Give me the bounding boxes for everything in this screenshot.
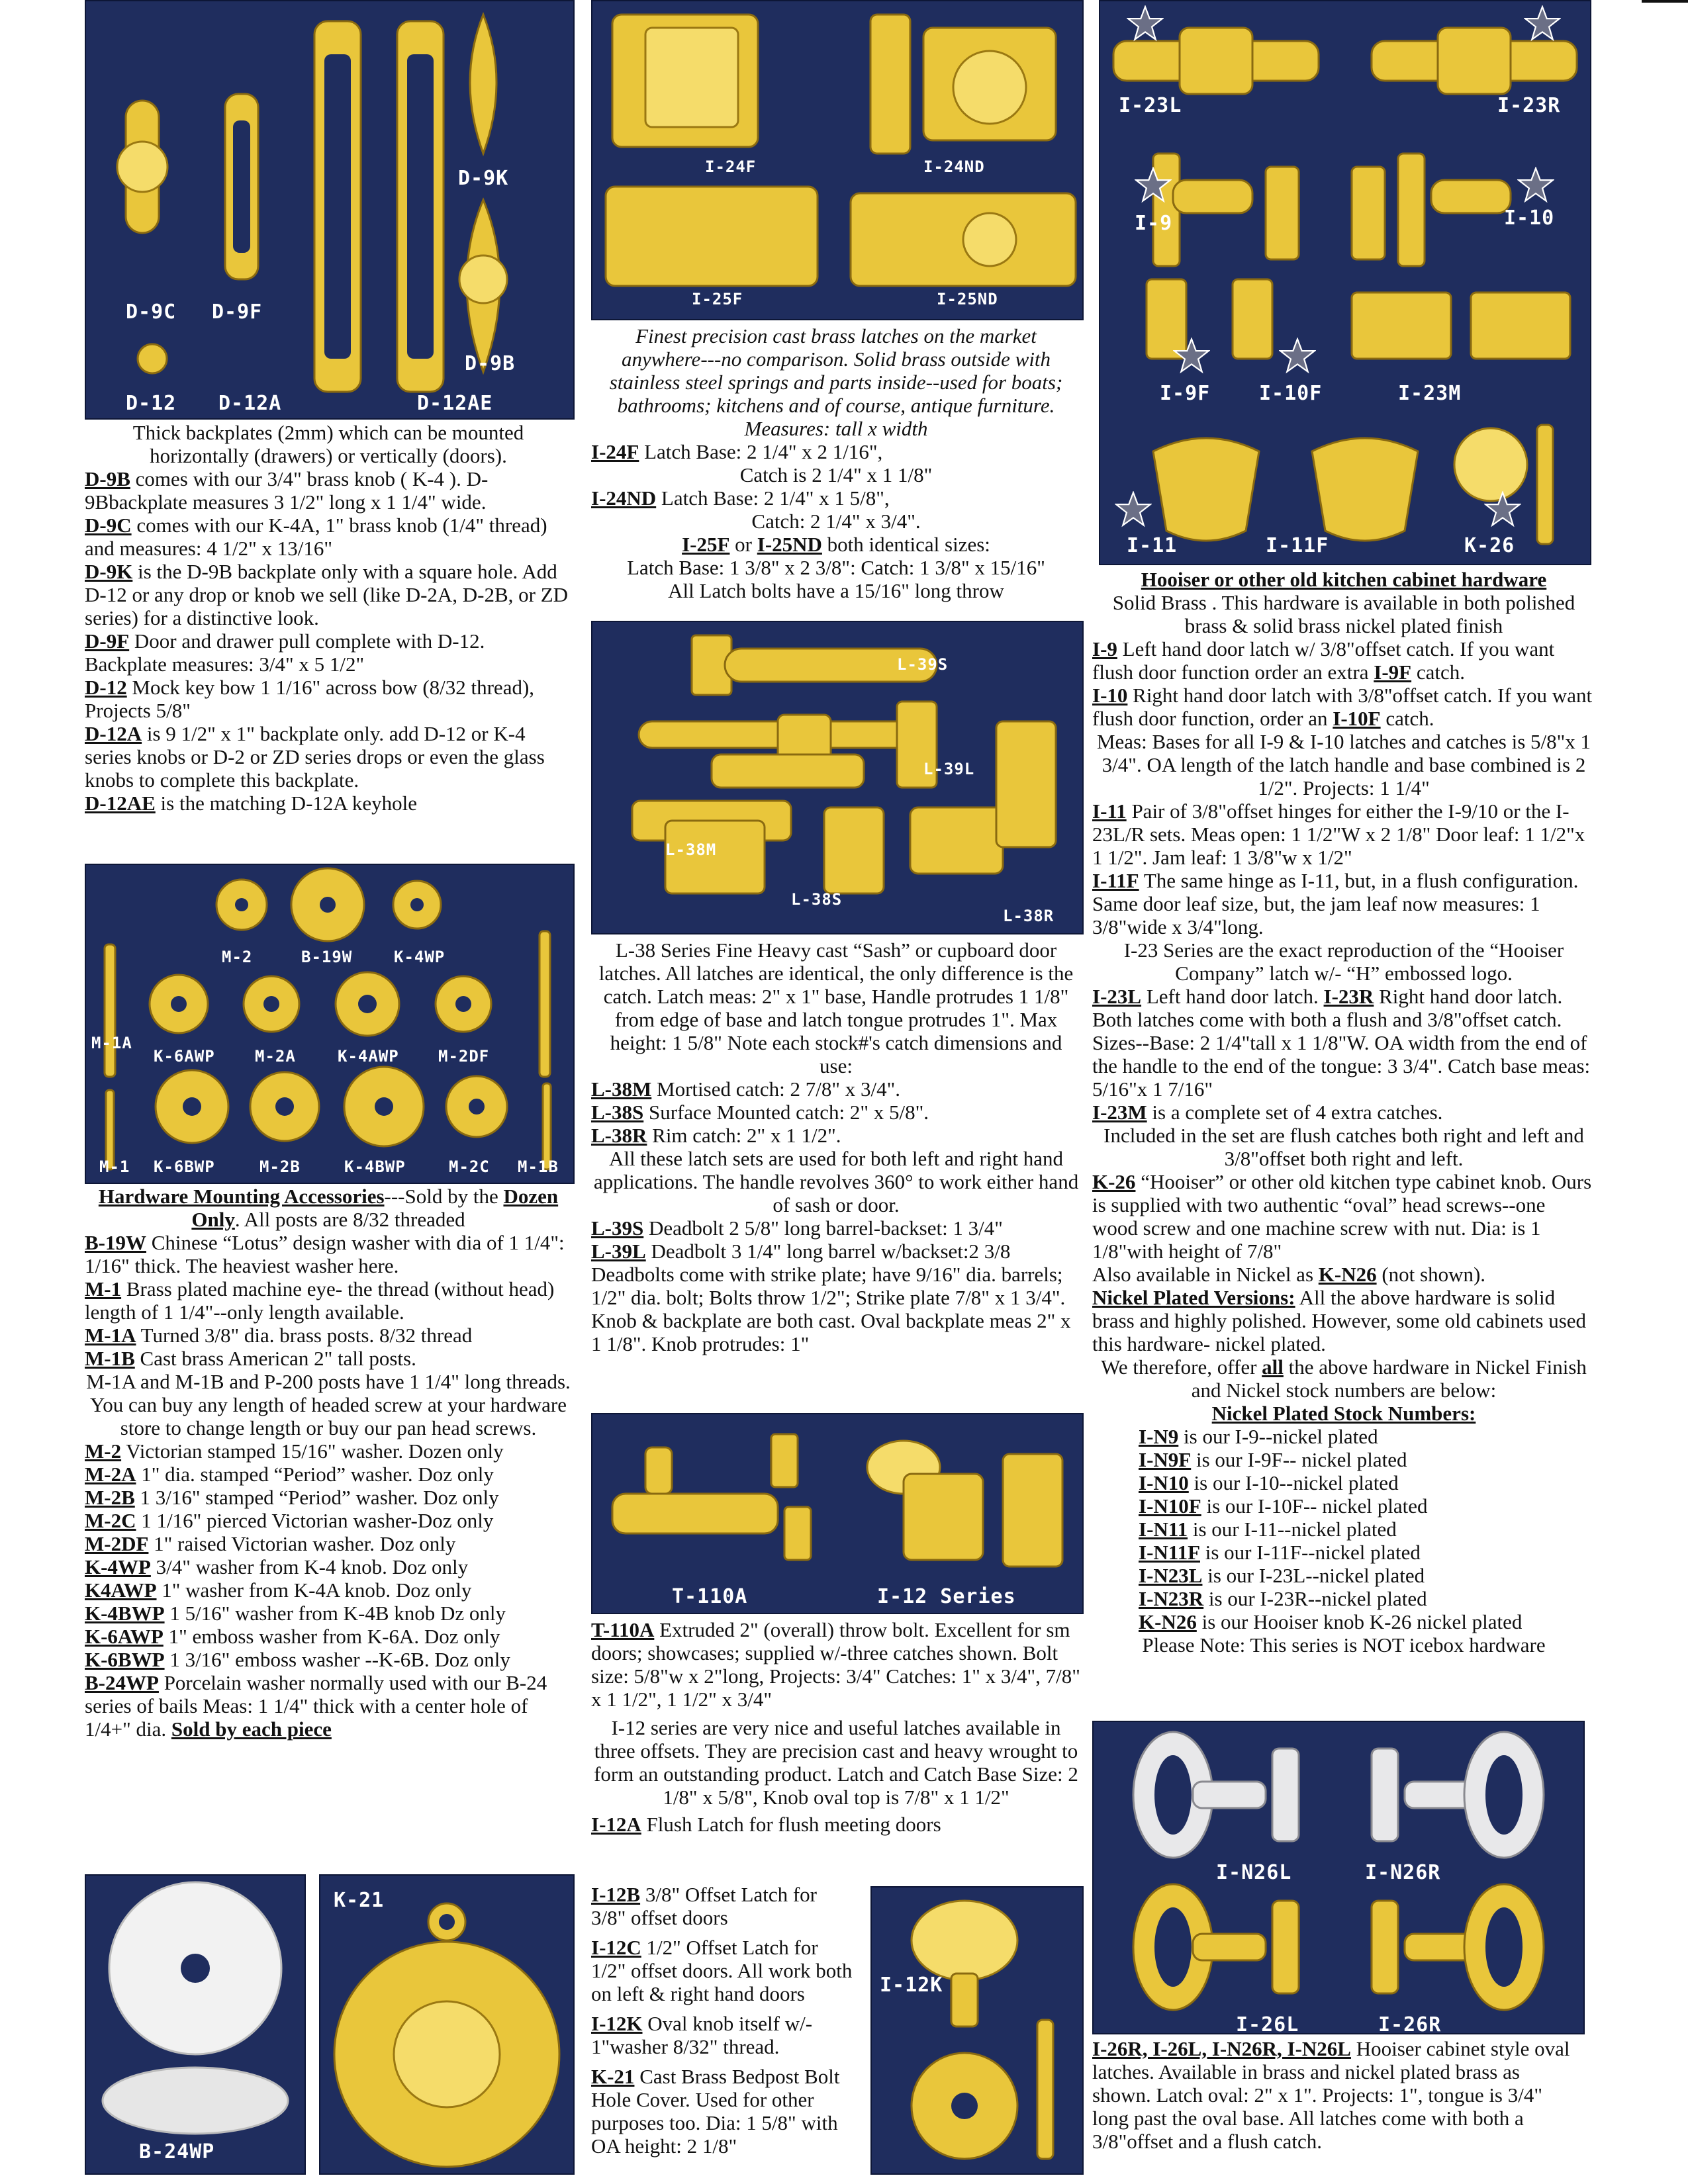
- desc-i12c: 1/2" Offset Latch for 1/2" offset doors. All work both on left & right hand doors: [591, 1936, 853, 2005]
- desc-i24f-catch: Catch is 2 1/4" x 1 1/8": [739, 463, 933, 486]
- please-note: Please Note: This series is NOT icebox hardware: [1142, 1633, 1546, 1657]
- label-m2c: M-2C: [449, 1158, 490, 1176]
- label-d9k: D-9K: [458, 167, 509, 190]
- desc-i12b: 3/8" Offset Latch for 3/8" offset doors: [591, 1883, 817, 1929]
- list-item: [1139, 1471, 1595, 1494]
- desc-i23m-set: Included in the set are flush catches both right and left and 3/8"offset both right and left.: [1103, 1124, 1584, 1170]
- desc-l39l: Deadbolt 3 1/4" long barrel w/backset:2 3/8: [645, 1240, 1011, 1263]
- desc-l38m: Mortised catch: 2 7/8" x 3/4".: [651, 1077, 900, 1101]
- desc-l39s: Deadbolt 2 5/8" long barrel-backset: 1 3/4": [643, 1216, 1003, 1240]
- code-m2a: M-2A: [85, 1463, 136, 1486]
- mounting-text1: ---Sold by the: [384, 1185, 504, 1208]
- desc-i12k: Oval knob itself w/- 1"washer 8/32" thread.: [591, 2012, 813, 2058]
- throw-bolt-image: [592, 1414, 1082, 1613]
- desc-i24nd-catch: Catch: 2 1/4" x 3/4".: [751, 510, 921, 533]
- code-i12a: I-12A: [591, 1813, 641, 1836]
- desc-m2b: 1 3/16" stamped “Period” washer. Doz only: [134, 1486, 499, 1509]
- col1-mounting-text: [85, 1185, 572, 1741]
- code-b19w: B-19W: [85, 1231, 146, 1254]
- code-i23l: I-23L: [1092, 985, 1142, 1008]
- posts-note: M-1A and M-1B and P-200 posts have 1 1/4" long threads. You can buy any length of headed screw at your hardware store to change length or buy our pan head screws.: [86, 1370, 571, 1439]
- label-m1b: M-1B: [518, 1158, 559, 1176]
- desc-d9f: Door and drawer pull complete with D-12. Backplate measures: 3/4" x 5 1/2": [85, 629, 485, 676]
- panel-d9-backplates: [85, 0, 575, 420]
- desc-i23r: Right hand door latch. Both latches come with both a flush and 3/8"offset catch. Sizes--Base: 2 1/4"tall x 1 1/8"W. OA width from the end of the handle to the end of the tongue: 3 3/4". Catch base meas: 5/16"x 1 7/16": [1092, 985, 1591, 1101]
- col1-backplate-text: [85, 421, 572, 815]
- code-k26: K-26: [1092, 1170, 1136, 1193]
- code-in23l: I-N23L: [1139, 1564, 1203, 1587]
- desc-i11: Pair of 3/8"offset hinges for either the I-9/10 or the I-23L/R sets. Meas open: 1 1/2"W x 2 1/8" Door leaf: 1 1/2"x 1 1/2". Jam leaf: 1 3/8"w x 1/2": [1092, 799, 1585, 869]
- desc-d9c: comes with our K-4A, 1" brass knob (1/4" thread) and measures: 4 1/2" x 13/16": [85, 514, 547, 560]
- list-item: [1139, 1541, 1595, 1564]
- desc-i24f: Latch Base: 2 1/4" x 2 1/16",: [639, 440, 883, 463]
- label-d12a: D-12A: [218, 392, 282, 415]
- hoosier-title: Hooiser or other old kitchen cabinet hardware: [1141, 568, 1547, 591]
- list-item: [1139, 1518, 1595, 1541]
- code-k4awp: K4AWP: [85, 1578, 157, 1602]
- desc-in10: is our I-10--nickel plated: [1188, 1471, 1399, 1494]
- panel-k21: [319, 1874, 575, 2175]
- desc-l38r: Rim catch: 2" x 1 1/2".: [647, 1124, 841, 1147]
- panel-hoosier: [1099, 0, 1591, 565]
- code-k4bwp: K-4BWP: [85, 1602, 165, 1625]
- col2-sash-text: [591, 938, 1081, 1355]
- label-m2: M-2: [222, 948, 253, 966]
- desc-k26-tail: (not shown).: [1376, 1263, 1486, 1286]
- label-m2b: M-2B: [259, 1158, 301, 1176]
- label-i9: I-9: [1135, 212, 1173, 235]
- code-k21: K-21: [591, 2065, 635, 2088]
- code-i11f: I-11F: [1092, 869, 1139, 892]
- desc-d12: Mock key bow 1 1/16" across bow (8/32 thread), Projects 5/8": [85, 676, 535, 722]
- list-item: [1139, 1425, 1595, 1448]
- backplate-intro: Thick backplates (2mm) which can be mounted horizontally (drawers) or vertically (doors).: [132, 421, 524, 467]
- desc-i25: both identical sizes:: [821, 533, 990, 556]
- code-in11f: I-N11F: [1139, 1541, 1200, 1564]
- code-d12a: D-12A: [85, 722, 142, 745]
- washers-image: [86, 865, 573, 1183]
- label-i23r: I-23R: [1497, 94, 1561, 117]
- code-i23m: I-23M: [1092, 1101, 1147, 1124]
- desc-kn26-list: is our Hooiser knob K-26 nickel plated: [1196, 1610, 1523, 1633]
- desc-i26: Hooiser cabinet style oval latches. Available in brass and nickel plated brass as shown. Latch oval: 2" x 1". Projects: 1", tongue is 3/4" long past the oval base. All latches come with both a 3/8"offset and a flush catch.: [1092, 2037, 1570, 2153]
- desc-i23m: is a complete set of 4 extra catches.: [1147, 1101, 1443, 1124]
- panel-i12k: [870, 1886, 1084, 2175]
- brass-latches-image: [592, 1, 1082, 319]
- desc-d9k: is the D-9B backplate only with a square hole. Add D-12 or any drop or knob we sell (like D-2A, D-2B, or ZD series) for a distinctive look.: [85, 560, 569, 629]
- nickel-star-icon: [1484, 491, 1521, 528]
- label-i11f: I-11F: [1266, 534, 1329, 557]
- code-i12k: I-12K: [591, 2012, 643, 2035]
- label-m1a: M-1A: [91, 1034, 132, 1052]
- label-l38m: L-38M: [665, 841, 717, 859]
- hoosier-hardware-image: [1100, 1, 1590, 564]
- label-k4wp: K-4WP: [394, 948, 445, 966]
- i23-note: I-23 Series are the exact reproduction of the “Hooiser Company” latch w/- “H” embossed logo.: [1123, 938, 1564, 985]
- list-item: [1139, 1494, 1595, 1518]
- code-i24f: I-24F: [591, 440, 639, 463]
- desc-in23l: is our I-23L--nickel plated: [1202, 1564, 1425, 1587]
- b24wp-sold-each: Sold by each piece: [171, 1717, 332, 1741]
- code-i23r: I-23R: [1323, 985, 1374, 1008]
- label-k6bwp: K-6BWP: [154, 1158, 215, 1176]
- code-i11: I-11: [1092, 799, 1127, 823]
- list-item: [1139, 1564, 1595, 1587]
- label-i12k: I-12K: [880, 1974, 943, 1997]
- nickel-stock-title: Nickel Plated Stock Numbers:: [1211, 1402, 1476, 1425]
- oval-latches-image: [1094, 1722, 1583, 2033]
- label-in26l: I-N26L: [1216, 1861, 1292, 1884]
- list-item: [1139, 1587, 1595, 1610]
- desc-m1a: Turned 3/8" dia. brass posts. 8/32 thread: [136, 1324, 473, 1347]
- label-m2a: M-2A: [255, 1047, 296, 1066]
- panel-i24-latches: [591, 0, 1084, 320]
- label-i25nd: I-25ND: [937, 290, 998, 308]
- code-i10f: I-10F: [1333, 707, 1381, 730]
- desc-m1b: Cast brass American 2" tall posts.: [134, 1347, 416, 1370]
- desc-in11f: is our I-11F--nickel plated: [1200, 1541, 1421, 1564]
- code-l39s: L-39S: [591, 1216, 644, 1240]
- desc-b24wp: Porcelain washer normally used with our B-24 series of bails Meas: 1 1/4" thick with a center hole of 1/4+" dia.: [85, 1671, 547, 1741]
- l39-note: Deadbolts come with strike plate; have 9/16" dia. barrels; 1/2" dia. bolt; Bolts throw 1/2"; Strike plate 7/8" x 1 3/4". Knob & backplate are both cast. Oval backplate meas 2" x 1 1/8". Knob protrudes: 1": [591, 1263, 1071, 1355]
- desc-d12a: is 9 1/2" x 1" backplate only. add D-12 or K-4 series knobs or D-2 or ZD series drops or even the glass knobs to complete this backplate.: [85, 722, 545, 792]
- desc-d9b: comes with our 3/4" brass knob ( K-4 ). D-9Bbackplate measures 3 1/2" long x 1 1/4" wide.: [85, 467, 489, 514]
- code-l38m: L-38M: [591, 1077, 652, 1101]
- label-k6awp: K-6AWP: [154, 1047, 215, 1066]
- code-i25nd: I-25ND: [757, 533, 822, 556]
- desc-m2a: 1" dia. stamped “Period” washer. Doz only: [136, 1463, 494, 1486]
- sash-latches-image: [592, 622, 1082, 933]
- panel-b24wp: [85, 1874, 306, 2175]
- code-d9f: D-9F: [85, 629, 130, 653]
- code-d9b: D-9B: [85, 467, 130, 490]
- desc-in10f: is our I-10F-- nickel plated: [1201, 1494, 1428, 1518]
- desc-k26-nickel: Also available in Nickel as: [1092, 1263, 1319, 1286]
- code-l38s: L-38S: [591, 1101, 644, 1124]
- label-l38r: L-38R: [1003, 907, 1055, 925]
- hoosier-meas: Meas: Bases for all I-9 & I-10 latches and catches is 5/8"x 1 3/4". OA length of the latch handle and base combined is 2 1/2". Projects: 1 1/4": [1096, 730, 1591, 799]
- label-i26r: I-26R: [1378, 2013, 1442, 2034]
- nickel-offer-tail: the above hardware in Nickel Finish and Nickel stock numbers are below:: [1191, 1355, 1587, 1402]
- code-in11: I-N11: [1139, 1518, 1188, 1541]
- latch-intro: Finest precision cast brass latches on the market anywhere---no comparison. Solid brass outside with stainless steel springs and parts inside--used for boats; bathrooms; kitchens and of course, antique furniture. Measures: tall x width: [609, 324, 1063, 440]
- desc-k21: Cast Brass Bedpost Bolt Hole Cover. Used for other purposes too. Dia: 1 5/8" with OA height: 2 1/8": [591, 2065, 840, 2158]
- desc-d12ae: is the matching D-12A keyhole: [155, 792, 417, 815]
- nickel-all: all: [1262, 1355, 1284, 1379]
- nickel-star-icon: [1524, 5, 1561, 42]
- nickel-star-icon: [1115, 491, 1152, 528]
- label-i11: I-11: [1127, 534, 1178, 557]
- label-b24wp: B-24WP: [139, 2140, 215, 2163]
- code-m2b: M-2B: [85, 1486, 135, 1509]
- col3-oval-text: [1092, 2037, 1582, 2153]
- desc-k4wp: 3/4" washer from K-4 knob. Doz only: [150, 1555, 469, 1578]
- code-m2df: M-2DF: [85, 1532, 149, 1555]
- desc-i12a: Flush Latch for flush meeting doors: [641, 1813, 941, 1836]
- code-t110a: T-110A: [591, 1618, 655, 1641]
- code-m2: M-2: [85, 1439, 122, 1463]
- panel-l38-latches: [591, 621, 1084, 934]
- list-item: [1139, 1448, 1595, 1471]
- code-d9c: D-9C: [85, 514, 132, 537]
- code-i9: I-9: [1092, 637, 1117, 660]
- label-i10: I-10: [1504, 206, 1555, 230]
- code-i10: I-10: [1092, 684, 1128, 707]
- code-l38r: L-38R: [591, 1124, 647, 1147]
- label-l39l: L-39L: [923, 760, 975, 778]
- desc-in11: is our I-11--nickel plated: [1188, 1518, 1397, 1541]
- desc-i11f: The same hinge as I-11, but, in a flush configuration. Same door leaf size, but, the jam leaf now measures: 1 3/8"wide x 3/4"long.: [1092, 869, 1579, 938]
- col2-latch-text: [591, 324, 1081, 602]
- desc-t110a: Extruded 2" (overall) throw bolt. Excellent for sm doors; showcases; supplied w/-three catches shown. Bolt size: 5/8"w x 2"long, Projects: 3/4" Catches: 1" x 3/4", 7/8" x 1 1/2", 1 1/2" x 3/4": [591, 1618, 1080, 1711]
- porcelain-washer-image: [86, 1876, 305, 2173]
- label-i9f: I-9F: [1160, 382, 1211, 405]
- panel-mounting-accessories: [85, 864, 575, 1184]
- label-t110a: T-110A: [672, 1585, 748, 1608]
- desc-m2df: 1" raised Victorian washer. Doz only: [148, 1532, 456, 1555]
- code-i12c: I-12C: [591, 1936, 641, 1959]
- desc-i9-tail: catch.: [1411, 660, 1465, 684]
- desc-i23l: Left hand door latch.: [1141, 985, 1324, 1008]
- label-i23m: I-23M: [1398, 382, 1462, 405]
- code-kn26: K-N26: [1318, 1263, 1377, 1286]
- code-d9k: D-9K: [85, 560, 133, 583]
- label-i24nd: I-24ND: [923, 158, 985, 176]
- nickel-versions-title: Nickel Plated Versions:: [1092, 1286, 1295, 1309]
- label-in26r: I-N26R: [1365, 1861, 1441, 1884]
- code-in9: I-N9: [1139, 1425, 1179, 1448]
- code-kn26-list: K-N26: [1139, 1610, 1197, 1633]
- label-k21: K-21: [334, 1889, 385, 1912]
- code-m1a: M-1A: [85, 1324, 136, 1347]
- desc-i25-throw: All Latch bolts have a 15/16" long throw: [668, 579, 1004, 602]
- label-d9f: D-9F: [212, 300, 263, 324]
- desc-i9: Left hand door latch w/ 3/8"offset catch. If you want flush door function order an extra: [1092, 637, 1555, 684]
- code-i25f: I-25F: [682, 533, 730, 556]
- mounting-dozen: Dozen Only: [191, 1185, 559, 1231]
- hoosier-intro: Solid Brass . This hardware is available in both polished brass & solid brass nickel plated finish: [1112, 591, 1575, 637]
- label-l39s: L-39S: [897, 655, 949, 674]
- desc-k4bwp: 1 5/16" washer from K-4B knob Dz only: [164, 1602, 506, 1625]
- code-in23r: I-N23R: [1139, 1587, 1204, 1610]
- col2-t110-text: [591, 1618, 1081, 1836]
- label-m1: M-1: [99, 1158, 130, 1176]
- col3-hoosier-text: [1092, 568, 1595, 1657]
- desc-k6bwp: 1 3/16" emboss washer --K-6B. Doz only: [164, 1648, 510, 1671]
- label-m2df: M-2DF: [438, 1047, 490, 1066]
- desc-i24nd: Latch Base: 2 1/4" x 1 5/8",: [656, 486, 890, 510]
- desc-in9f: is our I-9F-- nickel plated: [1191, 1448, 1407, 1471]
- label-d9c: D-9C: [126, 300, 177, 324]
- code-l39l: L-39L: [591, 1240, 646, 1263]
- desc-k26: “Hooiser” or other old kitchen type cabinet knob. Ours is supplied with two authentic “oval” head screws--one wood screw and one machine screw with nut. Dia: is 1 1/8"with height of 7/8": [1092, 1170, 1592, 1263]
- label-i23l: I-23L: [1119, 94, 1182, 117]
- code-i12b: I-12B: [591, 1883, 641, 1906]
- label-i12-series: I-12 Series: [877, 1585, 1016, 1608]
- label-i24f: I-24F: [705, 158, 757, 176]
- nickel-star-icon: [1173, 338, 1210, 375]
- corner-rule: [1642, 0, 1688, 3]
- panel-t110a: [591, 1413, 1084, 1614]
- i12-note: I-12 series are very nice and useful latches available in three offsets. They are precision cast and heavy wrought to form an outstanding product. Latch and Catch Base Size: 2 1/8" x 5/8", Knob oval top is 7/8" x 1 1/2": [594, 1716, 1078, 1809]
- bedpost-cover-image: [320, 1876, 573, 2173]
- code-d12ae: D-12AE: [85, 792, 156, 815]
- desc-l38s: Surface Mounted catch: 2" x 5/8".: [643, 1101, 929, 1124]
- l38-note: All these latch sets are used for both left and right hand applications. The handle revolves 360° to work either hand of sash or door.: [593, 1147, 1079, 1216]
- l38-intro: L-38 Series Fine Heavy cast “Sash” or cupboard door latches. All latches are identical, the only difference is the catch. Latch meas: 2" x 1" base, Handle protrudes 1 1/8" from edge of base and latch tongue protrudes 1". Max height: 1 5/8" Note each stock#'s catch dimensions and use:: [598, 938, 1074, 1077]
- nickel-versions-text: All the above hardware is solid brass and highly polished. However, some old cabinets used this hardware- nickel plated.: [1092, 1286, 1587, 1355]
- code-k6awp: K-6AWP: [85, 1625, 164, 1648]
- code-m2c: M-2C: [85, 1509, 136, 1532]
- code-in9f: I-N9F: [1139, 1448, 1192, 1471]
- code-i24nd: I-24ND: [591, 486, 657, 510]
- label-b19w: B-19W: [301, 948, 353, 966]
- desc-k6awp: 1" emboss washer from K-6A. Doz only: [163, 1625, 500, 1648]
- code-in10: I-N10: [1139, 1471, 1189, 1494]
- label-d12ae: D-12AE: [417, 392, 493, 415]
- nickel-star-icon: [1127, 5, 1164, 42]
- code-d12: D-12: [85, 676, 127, 699]
- label-d9b: D-9B: [465, 352, 516, 375]
- desc-m2c: 1 1/16" pierced Victorian washer-Doz only: [136, 1509, 494, 1532]
- list-item: [1139, 1610, 1595, 1633]
- code-b24wp: B-24WP: [85, 1671, 159, 1694]
- nickel-star-icon: [1135, 167, 1172, 204]
- desc-i25-sizes: Latch Base: 1 3/8" x 2 3/8": Catch: 1 3/8" x 15/16": [627, 556, 1045, 579]
- code-k4wp: K-4WP: [85, 1555, 151, 1578]
- code-m1b: M-1B: [85, 1347, 135, 1370]
- mounting-text2: . All posts are 8/32 threaded: [234, 1208, 465, 1231]
- desc-m1: Brass plated machine eye- the thread (without head) length of 1 1/4"--only length available.: [85, 1277, 555, 1324]
- nickel-stock-list: [1092, 1425, 1595, 1633]
- label-i26l: I-26L: [1236, 2013, 1299, 2034]
- col2-i12-text: [591, 1883, 856, 2158]
- label-k4bwp: K-4BWP: [344, 1158, 406, 1176]
- code-in10f: I-N10F: [1139, 1494, 1201, 1518]
- mounting-title: Hardware Mounting Accessories: [98, 1185, 385, 1208]
- code-i9f: I-9F: [1374, 660, 1412, 684]
- nickel-star-icon: [1279, 338, 1316, 375]
- code-i26-set: I-26R, I-26L, I-N26R, I-N26L: [1092, 2037, 1351, 2060]
- label-l38s: L-38S: [791, 890, 843, 909]
- nickel-star-icon: [1517, 167, 1554, 204]
- desc-b19w: Chinese “Lotus” design washer with dia of 1 1/4": 1/16" thick. The heaviest washer here.: [85, 1231, 565, 1277]
- label-i25f: I-25F: [692, 290, 743, 308]
- label-k4awp: K-4AWP: [338, 1047, 399, 1066]
- oval-knob-image: [872, 1888, 1082, 2173]
- code-m1: M-1: [85, 1277, 122, 1300]
- nickel-offer: We therefore, offer: [1101, 1355, 1262, 1379]
- desc-k4awp: 1" washer from K-4A knob. Doz only: [156, 1578, 472, 1602]
- desc-i10-tail: catch.: [1380, 707, 1434, 730]
- label-d12: D-12: [126, 392, 177, 415]
- label-i10f: I-10F: [1259, 382, 1323, 405]
- desc-in23r: is our I-23R--nickel plated: [1203, 1587, 1427, 1610]
- panel-oval-latches: [1092, 1721, 1585, 2034]
- label-k26: K-26: [1464, 534, 1515, 557]
- desc-i10: Right hand door latch with 3/8"offset catch. If you want flush door function, order an: [1092, 684, 1593, 730]
- desc-in9: is our I-9--nickel plated: [1178, 1425, 1378, 1448]
- code-k6bwp: K-6BWP: [85, 1648, 165, 1671]
- desc-m2: Victorian stamped 15/16" washer. Dozen only: [121, 1439, 504, 1463]
- i25-or: or: [729, 533, 757, 556]
